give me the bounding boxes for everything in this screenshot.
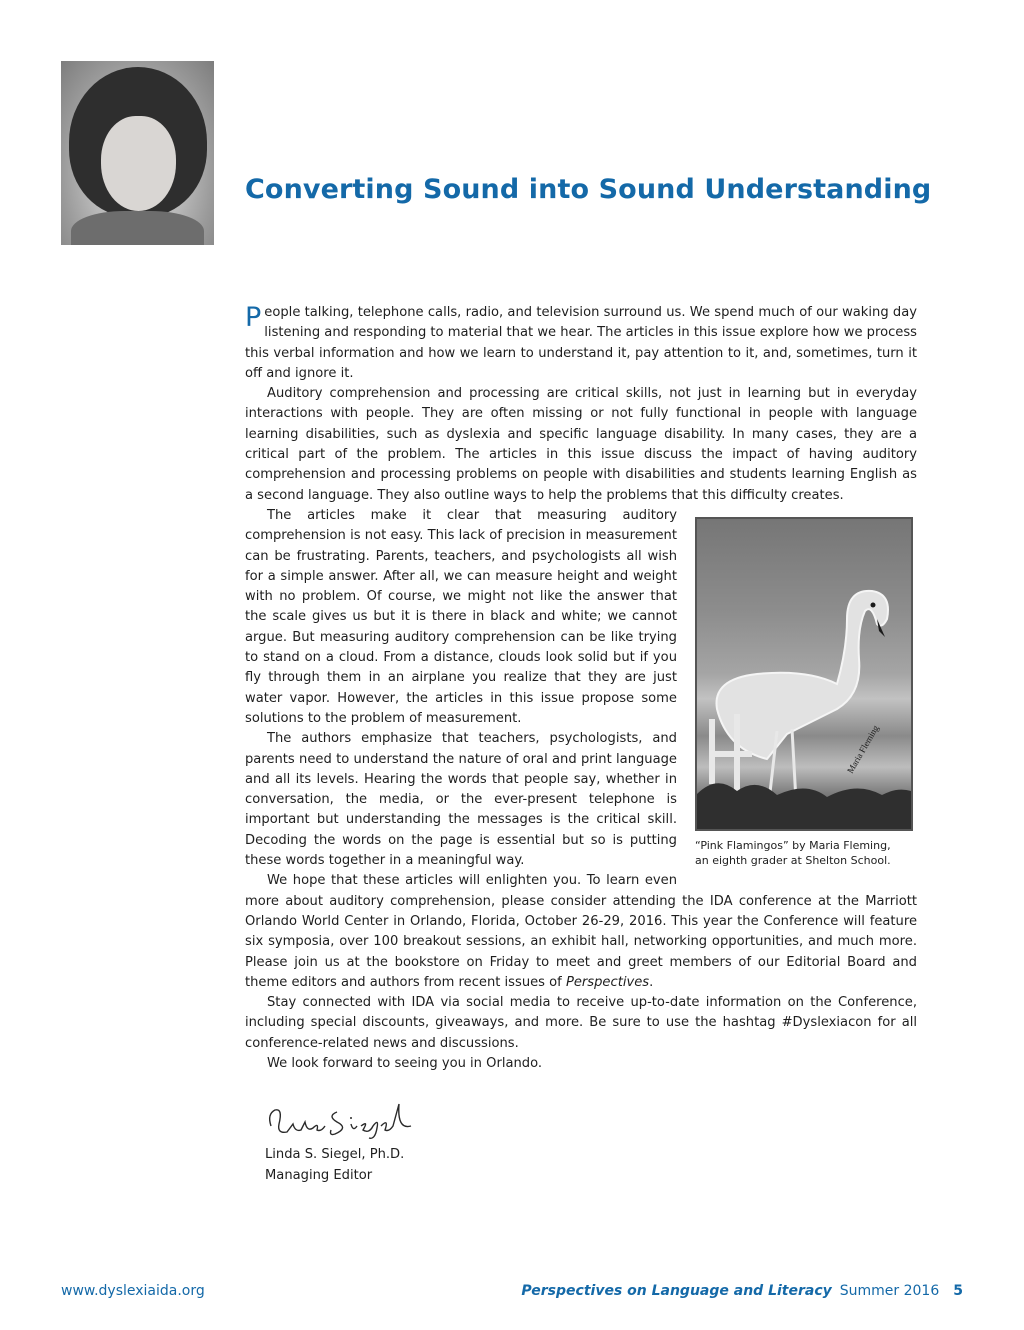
drop-cap: P bbox=[245, 302, 262, 333]
footer-issue: Summer 2016 bbox=[839, 1283, 940, 1299]
paragraph-1: People talking, telephone calls, radio, and television surround us. We spend much of our waking day listening and responding to material that we hear. The articles in this issue explore how we process this verbal information and how we learn to understand it, pay attention to it, and, sometimes, turn it off and ignore it. bbox=[245, 302, 917, 381]
flamingo-body bbox=[717, 591, 889, 759]
author-photo bbox=[61, 61, 214, 245]
paragraph-5: We hope that these articles will enlighten you. To learn even more about auditory comprehension, please consider attending the IDA conference at the Marriott Orlando World Center in Orlando, Florida, October 26-29, 2016. This year the Conference will feature six symposia, over 100 breakout sessions, an exhibit hall, networking opportunities, and much more. Please join us at the bookstore on Friday to meet and greet members of our Editorial Board and theme editors and authors from recent issues of Perspectives. bbox=[245, 873, 917, 990]
paragraph-6: Stay connected with IDA via social media to receive up-to-date information on the Conference, including special discounts, giveaways, and more. Be sure to use the hashtag #Dyslexiacon for all conference-related news and discussions. bbox=[245, 995, 917, 1051]
paragraph-3: The articles make it clear that measuring auditory comprehension is not easy. This lack of precision in measurement can be frustrating. Parents, teachers, and psychologists all wish for a simple answer. After all, we can measure height and weight with no problem. Of course, we might not like the answer that the scale gives us but it is there in black and white; we cannot argue. But measuring auditory comprehension can be like trying to stand on a cloud. From a distance, clouds look solid but if you fly through them in an airplane you realize that they are just water vapor. However, the articles in this issue propose some solutions to the problem of measurement. bbox=[245, 507, 677, 726]
photo-face bbox=[101, 116, 176, 211]
flamingo-drawing bbox=[697, 519, 911, 829]
footer-publication bbox=[521, 1283, 963, 1299]
signoff bbox=[245, 1096, 917, 1186]
figure-caption: “Pink Flamingos” by Maria Fleming, an eighth grader at Shelton School. bbox=[695, 838, 891, 867]
footer-journal: Perspectives on Language and Literacy bbox=[521, 1283, 832, 1299]
article-title: Converting Sound into Sound Understanding bbox=[245, 174, 932, 205]
painting-signature-text: Maria Fleming bbox=[845, 723, 881, 775]
pink-flamingos-painting bbox=[695, 517, 913, 831]
handwritten-signature bbox=[265, 1096, 415, 1142]
author-name: Linda S. Siegel, Ph.D. bbox=[265, 1147, 405, 1163]
artwork-figure bbox=[695, 517, 917, 868]
article-body bbox=[245, 303, 917, 1186]
page-number: 5 bbox=[953, 1283, 963, 1299]
footer-url[interactable]: www.dyslexiaida.org bbox=[61, 1283, 205, 1299]
paragraph-2: Auditory comprehension and processing are critical skills, not just in learning but in everyday interactions with people. They are often missing or not fully functional in people with language learning disabilities, such as dyslexia and specific language disability. In many cases, they are a critical part of the problem. The articles in this issue discuss the impact of having auditory comprehension and processing problems on people with disabilities and students learning English as a second language. They also outline ways to help the problems that this difficulty creates. bbox=[245, 386, 917, 503]
paragraph-4: The authors emphasize that teachers, psychologists, and parents need to understand the nature of oral and print language and all its levels. Hearing the words that people say, whether in conversation, the media, or the ever-present telephone is important but understanding the messages is the critical skill. Decoding the words on the page is essential but so is putting these words together in a meaningful way. bbox=[245, 731, 677, 869]
foliage bbox=[697, 783, 911, 829]
photo-shirt bbox=[71, 211, 204, 245]
paragraph-7: We look forward to seeing you in Orlando. bbox=[267, 1055, 543, 1071]
author-role: Managing Editor bbox=[265, 1167, 373, 1183]
flamingo-eye bbox=[871, 602, 876, 607]
